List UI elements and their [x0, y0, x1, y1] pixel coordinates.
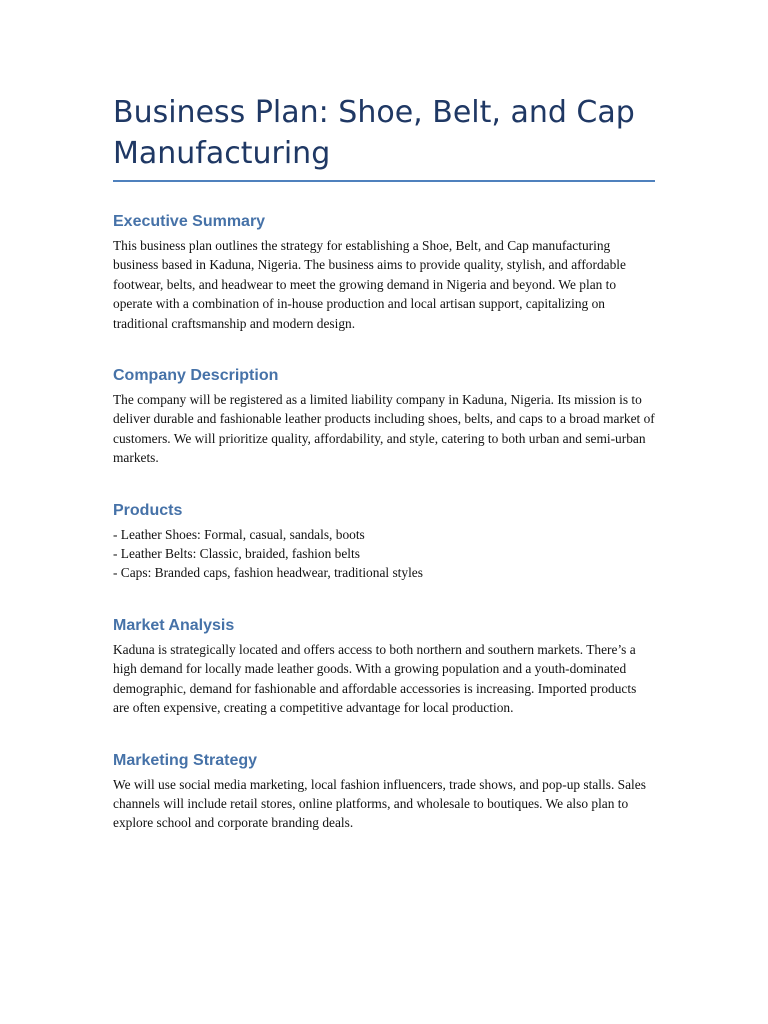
section-executive-summary — [113, 212, 655, 333]
section-heading: Executive Summary — [113, 213, 266, 230]
section-marketing-strategy — [113, 751, 655, 833]
section-body: The company will be registered as a limited liability company in Kaduna, Nigeria. Its mission is to deliver durable and fashionable leather products including shoes, belts, and caps to a broad market of customers. We will prioritize quality, affordability, and style, catering to both urban and semi-urban markets. — [113, 392, 655, 466]
section-body: Kaduna is strategically located and offers access to both northern and southern markets. There’s a high demand for locally made leather goods. With a growing population and a youth-dominated demographic, demand for fashionable and affordable accessories is increasing. Imported products are often expensive, creating a competitive advantage for local production. — [113, 641, 637, 716]
section-body: We will use social media marketing, local fashion influencers, trade shows, and pop-up stalls. Sales channels will include retail stores, online platforms, and wholesale to boutiques. We also plan to explore school and corporate branding deals. — [113, 776, 646, 831]
list-item: - Leather Shoes: Formal, casual, sandals, boots — [113, 526, 365, 542]
list-item: - Leather Belts: Classic, braided, fashion belts — [113, 546, 360, 562]
list-item: - Caps: Branded caps, fashion headwear, traditional styles — [113, 565, 423, 581]
section-company-description — [113, 366, 655, 468]
section-body: This business plan outlines the strategy for establishing a Shoe, Belt, and Cap manufacturing business based in Kaduna, Nigeria. The business aims to provide quality, stylish, and affordable footwear, belts, and headwear to meet the growing demand in Nigeria and beyond. We plan to operate with a combination of in-house production and local artisan support, capitalizing on traditional craftsmanship and modern design. — [113, 238, 626, 331]
document-page — [113, 92, 655, 833]
section-heading: Market Analysis — [113, 616, 235, 634]
section-products — [113, 501, 655, 583]
section-heading: Products — [113, 501, 183, 519]
section-market-analysis — [113, 616, 655, 718]
page-title: Business Plan: Shoe, Belt, and Cap Manufacturing — [113, 92, 655, 182]
section-heading: Company Description — [113, 367, 279, 385]
product-list — [113, 525, 655, 583]
section-heading: Marketing Strategy — [113, 751, 258, 769]
